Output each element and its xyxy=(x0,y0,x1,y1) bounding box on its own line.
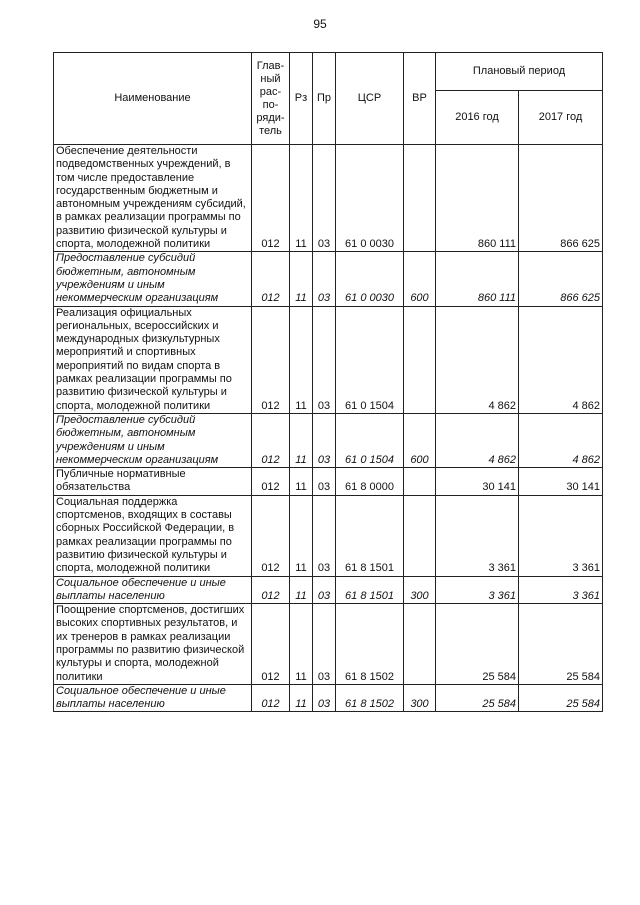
cell-name: Обеспечение деятельности подведомственных учреждений, в том числе предоставление государственным бюджетным и автономным учреждениям субсидий, в рамках реализации программы по развитию физической культуры и спорта, молодежной политики xyxy=(54,145,252,252)
cell-main-manager: 012 xyxy=(252,145,290,252)
table-row xyxy=(54,468,603,496)
cell-subsection: 03 xyxy=(313,604,336,685)
cell-2017: 25 584 xyxy=(519,604,603,685)
header-year-2017: 2017 год xyxy=(519,91,603,145)
cell-expense-type: 600 xyxy=(404,413,436,467)
table-body xyxy=(54,145,603,712)
cell-target-item: 61 8 1502 xyxy=(336,604,404,685)
cell-expense-type xyxy=(404,145,436,252)
cell-expense-type xyxy=(404,306,436,413)
cell-expense-type xyxy=(404,604,436,685)
cell-main-manager: 012 xyxy=(252,604,290,685)
cell-2017: 3 361 xyxy=(519,576,603,604)
cell-main-manager: 012 xyxy=(252,684,290,712)
cell-2016: 30 141 xyxy=(436,468,519,496)
cell-main-manager: 012 xyxy=(252,495,290,576)
table-row xyxy=(54,576,603,604)
cell-expense-type: 600 xyxy=(404,252,436,306)
cell-expense-type xyxy=(404,468,436,496)
header-expense-type: ВР xyxy=(404,53,436,145)
cell-subsection: 03 xyxy=(313,495,336,576)
cell-expense-type: 300 xyxy=(404,576,436,604)
cell-section: 11 xyxy=(290,495,313,576)
cell-2017: 25 584 xyxy=(519,684,603,712)
header-main-manager: Глав-ный рас-по-ряди-тель xyxy=(252,53,290,145)
cell-main-manager: 012 xyxy=(252,468,290,496)
cell-name: Социальная поддержка спортсменов, входящих в составы сборных Российской Федерации, в рамках реализации программы по развитию физической культуры и спорта, молодежной политики xyxy=(54,495,252,576)
cell-target-item: 61 8 1501 xyxy=(336,495,404,576)
cell-expense-type: 300 xyxy=(404,684,436,712)
cell-main-manager: 012 xyxy=(252,306,290,413)
header-year-2016: 2016 год xyxy=(436,91,519,145)
cell-2017: 866 625 xyxy=(519,145,603,252)
cell-2016: 860 111 xyxy=(436,252,519,306)
header-planning-period: Плановый период xyxy=(436,53,603,91)
cell-section: 11 xyxy=(290,576,313,604)
cell-name: Поощрение спортсменов, достигших высоких спортивных результатов, и их тренеров в рамках реализации программы по развитию физической культуры и спорта, молодежной политики xyxy=(54,604,252,685)
table-row xyxy=(54,306,603,413)
cell-main-manager: 012 xyxy=(252,576,290,604)
cell-target-item: 61 0 0030 xyxy=(336,145,404,252)
cell-2016: 25 584 xyxy=(436,604,519,685)
cell-subsection: 03 xyxy=(313,468,336,496)
cell-subsection: 03 xyxy=(313,576,336,604)
cell-2016: 3 361 xyxy=(436,495,519,576)
cell-2016: 25 584 xyxy=(436,684,519,712)
cell-name: Реализация официальных региональных, всероссийских и международных физкультурных мероприятий и спортивных мероприятий по видам спорта в рамках реализации программы по развитию физической культуры и спорта, молодежной политики xyxy=(54,306,252,413)
cell-subsection: 03 xyxy=(313,684,336,712)
cell-section: 11 xyxy=(290,604,313,685)
header-name: Наименование xyxy=(54,53,252,145)
cell-target-item: 61 0 1504 xyxy=(336,306,404,413)
cell-name: Социальное обеспечение и иные выплаты населению xyxy=(54,576,252,604)
cell-section: 11 xyxy=(290,145,313,252)
cell-subsection: 03 xyxy=(313,252,336,306)
cell-section: 11 xyxy=(290,413,313,467)
budget-table xyxy=(53,52,603,712)
cell-2017: 866 625 xyxy=(519,252,603,306)
cell-target-item: 61 8 1502 xyxy=(336,684,404,712)
cell-subsection: 03 xyxy=(313,145,336,252)
header-target-item: ЦСР xyxy=(336,53,404,145)
cell-section: 11 xyxy=(290,468,313,496)
cell-subsection: 03 xyxy=(313,413,336,467)
table-header xyxy=(54,53,603,145)
cell-2017: 4 862 xyxy=(519,306,603,413)
cell-target-item: 61 0 0030 xyxy=(336,252,404,306)
cell-2017: 30 141 xyxy=(519,468,603,496)
table-row xyxy=(54,495,603,576)
cell-2016: 3 361 xyxy=(436,576,519,604)
cell-2017: 4 862 xyxy=(519,413,603,467)
cell-main-manager: 012 xyxy=(252,252,290,306)
cell-section: 11 xyxy=(290,252,313,306)
header-subsection: Пр xyxy=(313,53,336,145)
cell-name: Социальное обеспечение и иные выплаты населению xyxy=(54,684,252,712)
cell-2016: 860 111 xyxy=(436,145,519,252)
page-number: 95 xyxy=(313,17,327,31)
cell-name: Предоставление субсидий бюджетным, автономным учреждениям и иным некоммерческим организациям xyxy=(54,252,252,306)
cell-section: 11 xyxy=(290,684,313,712)
cell-2016: 4 862 xyxy=(436,306,519,413)
cell-2017: 3 361 xyxy=(519,495,603,576)
cell-2016: 4 862 xyxy=(436,413,519,467)
cell-section: 11 xyxy=(290,306,313,413)
table-row xyxy=(54,413,603,467)
table-row xyxy=(54,145,603,252)
cell-expense-type xyxy=(404,495,436,576)
header-section: Рз xyxy=(290,53,313,145)
cell-subsection: 03 xyxy=(313,306,336,413)
cell-target-item: 61 0 1504 xyxy=(336,413,404,467)
cell-name: Публичные нормативные обязательства xyxy=(54,468,252,496)
table-row xyxy=(54,604,603,685)
cell-name: Предоставление субсидий бюджетным, автономным учреждениям и иным некоммерческим организациям xyxy=(54,413,252,467)
cell-target-item: 61 8 0000 xyxy=(336,468,404,496)
table-row xyxy=(54,684,603,712)
cell-target-item: 61 8 1501 xyxy=(336,576,404,604)
table-row xyxy=(54,252,603,306)
cell-main-manager: 012 xyxy=(252,413,290,467)
